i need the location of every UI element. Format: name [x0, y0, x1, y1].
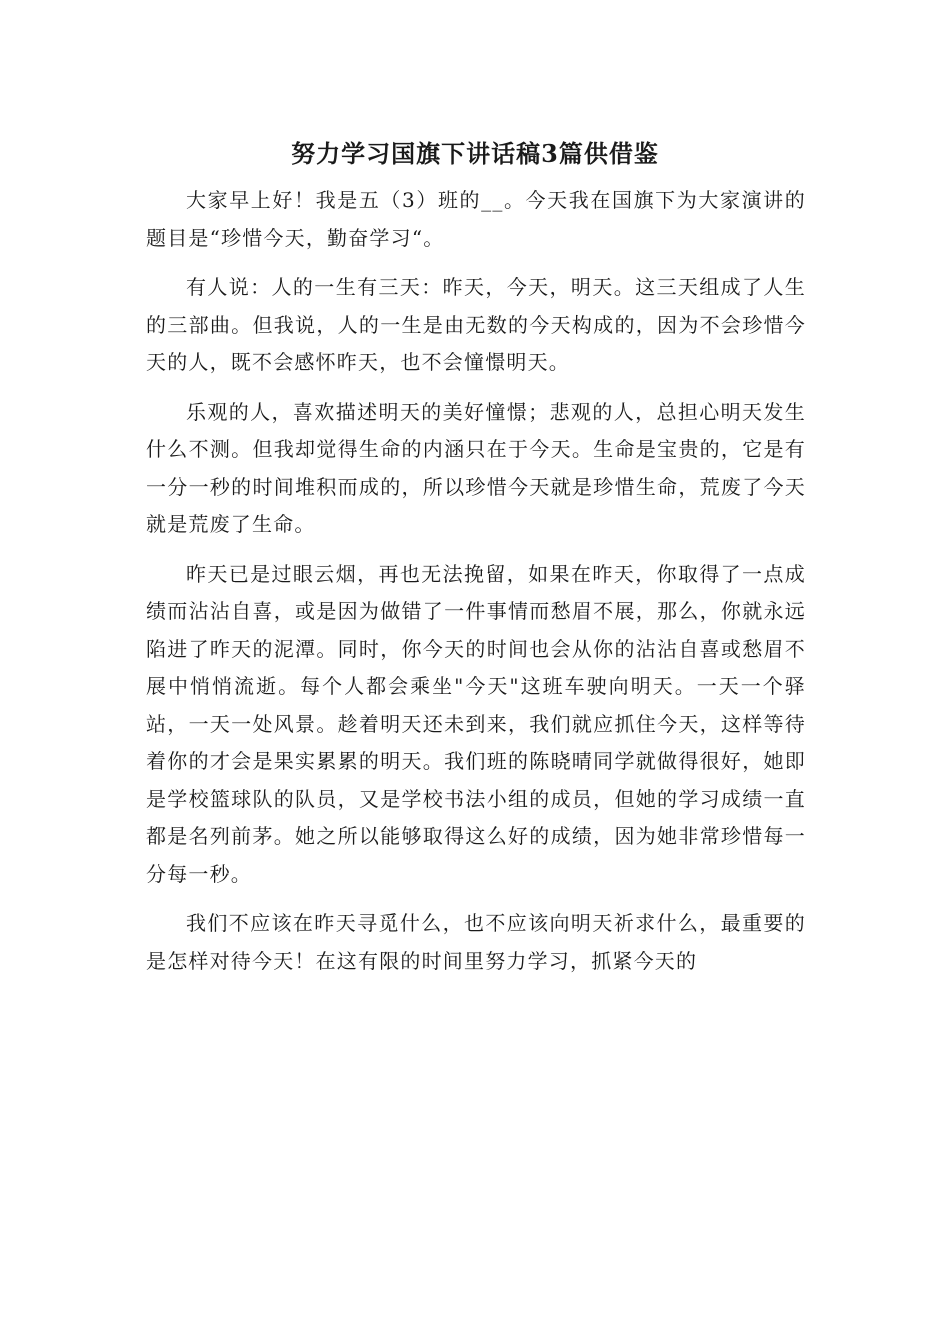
paragraph-yesterday: 昨天已是过眼云烟，再也无法挽留，如果在昨天，你取得了一点成绩而沾沾自喜，或是因为做错了一件事情而愁眉不展，那么，你就永远陷进了昨天的泥潭。同时，你今天的时间也会从你的沾沾自喜或愁眉不展中悄悄流逝。每个人都会乘坐"今天"这班车驶向明天。一天一个驿站，一天一处风景。趁着明天还未到来，我们就应抓住今天，这样等待着你的才会是果实累累的明天。我们班的陈晓晴同学就做得很好，她即是学校篮球队的队员，又是学校书法小组的成员，但她的学习成绩一直都是名列前茅。她之所以能够取得这么好的成绩，因为她非常珍惜每一分每一秒。 — [146, 561, 806, 886]
document-title: 努力学习国旗下讲话稿3篇供借鉴 — [291, 139, 659, 168]
paragraph-three-days: 有人说：人的一生有三天：昨天，今天，明天。这三天组成了人生的三部曲。但我说，人的一生是由无数的今天构成的，因为不会珍惜今天的人，既不会感怀昨天，也不会憧憬明天。 — [146, 275, 806, 374]
document-body — [146, 182, 806, 992]
paragraph-greeting: 大家早上好！我是五（3）班的__。今天我在国旗下为大家演讲的题目是“珍惜今天，勤奋学习“。 — [146, 188, 806, 250]
paragraph-today: 我们不应该在昨天寻觅什么，也不应该向明天祈求什么，最重要的是怎样对待今天！在这有限的时间里努力学习，抓紧今天的 — [146, 911, 806, 973]
paragraph-optimism: 乐观的人，喜欢描述明天的美好憧憬；悲观的人，总担心明天发生什么不测。但我却觉得生命的内涵只在于今天。生命是宝贵的，它是有一分一秒的时间堆积而成的，所以珍惜今天就是珍惜生命，荒废了今天就是荒废了生命。 — [146, 399, 806, 536]
